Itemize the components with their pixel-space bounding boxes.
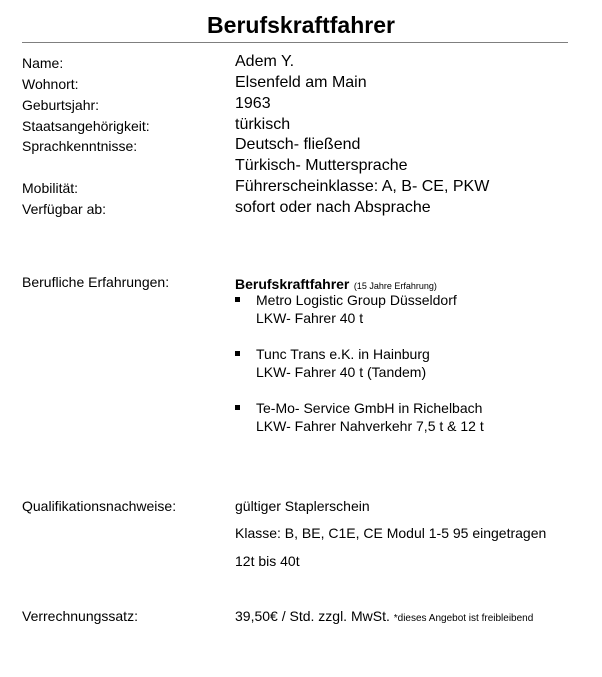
job-company: Tunc Trans e.K. in Hainburg bbox=[256, 346, 430, 362]
rate-label: Verrechnungssatz: bbox=[22, 608, 138, 624]
languages-value-1: Deutsch- fließend bbox=[235, 136, 361, 153]
residence-value: Elsenfeld am Main bbox=[235, 74, 367, 91]
job-position: LKW- Fahrer 40 t bbox=[256, 310, 364, 326]
title-divider bbox=[22, 42, 568, 43]
qualification-line: 12t bis 40t bbox=[235, 553, 300, 569]
languages-value-2: Türkisch- Muttersprache bbox=[235, 157, 408, 174]
birth-year-label: Geburtsjahr: bbox=[22, 97, 100, 113]
availability-label: Verfügbar ab: bbox=[22, 201, 107, 217]
name-value: Adem Y. bbox=[235, 53, 295, 70]
mobility-label: Mobilität: bbox=[22, 180, 79, 196]
residence-label: Wohnort: bbox=[22, 76, 79, 92]
bullet-icon bbox=[235, 297, 240, 302]
name-label: Name: bbox=[22, 55, 64, 71]
qualifications-label: Qualifikationsnachweise: bbox=[22, 498, 177, 514]
job-position: LKW- Fahrer 40 t (Tandem) bbox=[256, 364, 427, 380]
languages-label: Sprachkenntnisse: bbox=[22, 138, 138, 154]
experience-label: Berufliche Erfahrungen: bbox=[22, 274, 170, 290]
nationality-label: Staatsangehörigkeit: bbox=[22, 118, 150, 134]
birth-year-value: 1963 bbox=[235, 95, 271, 112]
document-title: Berufskraftfahrer bbox=[207, 12, 395, 38]
qualification-line: Klasse: B, BE, C1E, CE Modul 1-5 95 eingetragen bbox=[235, 525, 547, 541]
bullet-icon bbox=[235, 351, 240, 356]
rate-value: 39,50€ / Std. zzgl. MwSt. bbox=[235, 608, 390, 624]
job-company: Metro Logistic Group Düsseldorf bbox=[256, 292, 457, 308]
availability-value: sofort oder nach Absprache bbox=[235, 199, 431, 216]
experience-role: Berufskraftfahrer bbox=[235, 276, 350, 292]
nationality-value: türkisch bbox=[235, 116, 291, 133]
rate-note: *dieses Angebot ist freibleibend bbox=[393, 613, 534, 624]
job-company: Te-Mo- Service GmbH in Richelbach bbox=[256, 400, 483, 416]
qualification-line: gültiger Staplerschein bbox=[235, 498, 370, 514]
mobility-value: Führerscheinklasse: A, B- CE, PKW bbox=[235, 178, 490, 195]
experience-duration: (15 Jahre Erfahrung) bbox=[353, 281, 437, 291]
job-position: LKW- Fahrer Nahverkehr 7,5 t & 12 t bbox=[256, 418, 484, 434]
rate-value-line bbox=[235, 608, 533, 624]
bullet-icon bbox=[235, 405, 240, 410]
